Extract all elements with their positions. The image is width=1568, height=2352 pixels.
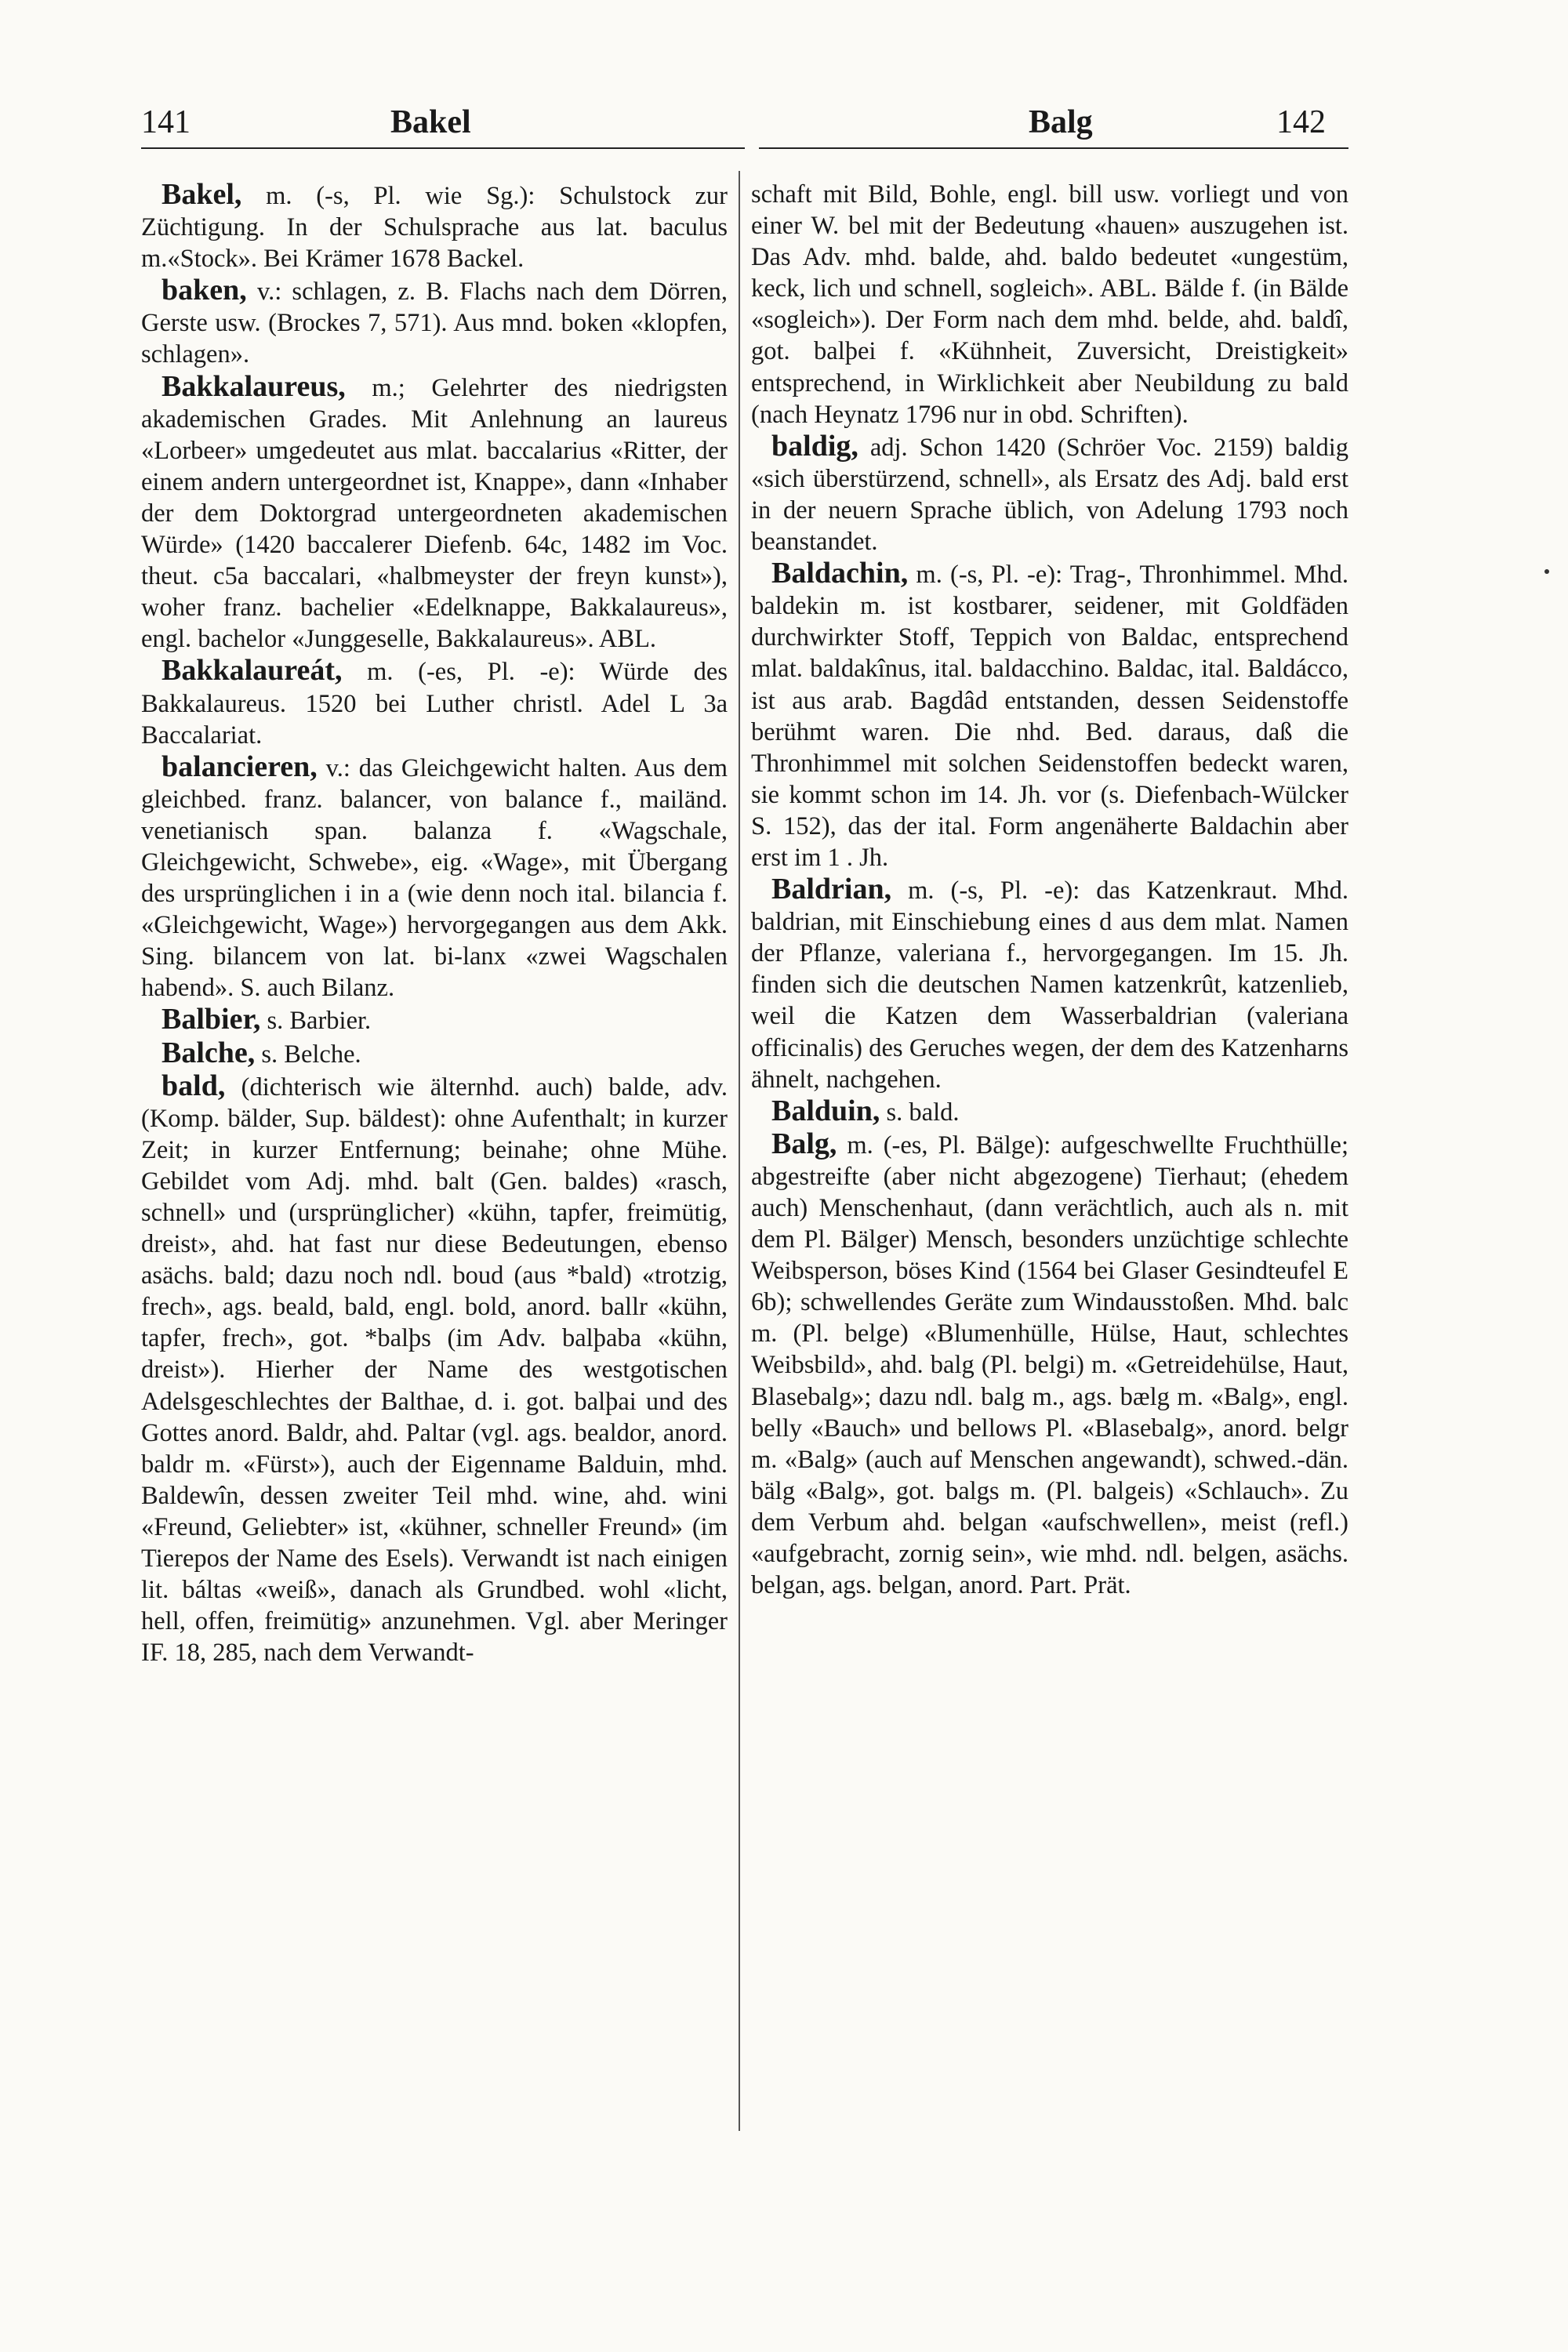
- entry-text: m.; Gelehrter des niedrigsten akademischen Grades. Mit Anlehnung an laureus «Lorbeer» umgedeutet aus mlat. baccalarius «Ritter, der einem andern untergeordnet ist, Knappe», dann «Inhaber der dem Doktorgrad untergeordneten akademischen Würde» (1420 baccalerer Diefenb. 64c, 1482 im Voc. theut. c5a baccalari, «halbmeyster der freyn kunst»), woher franz. bachelier «Edelknappe, Bakkalaureus», engl. bachelor «Junggeselle, Bakkalaureus». ABL.: [141, 373, 728, 654]
- entry-baken: [141, 274, 728, 370]
- margin-mark: [1544, 569, 1549, 574]
- headword: Bakkalaureát,: [162, 654, 343, 688]
- entry-text: m. (-es, Pl. Bälge): aufgeschwellte Fruchthülle; abgestreifte (aber nicht abgezogene) Tierhaut; (ehedem auch) Menschenhaut, (dann verächtlich, auch als n. mit dem Pl. Bälger) Mensch, besonders unzüchtige schlechte Weibsperson, böses Kind (1564 bei Glaser Gesindteufel E 6b); schwellendes Geräte zum Windausstoßen. Mhd. balc m. (Pl. belge) «Blumenhülle, Hülse, Haut, schlechtes Weibsbild», ahd. balg (Pl. belgi) m. «Getreidehülse, Haut, Blasebalg»; dazu ndl. balg m., ags. bælg m. «Balg», engl. belly «Bauch» und bellows Pl. «Blasebalg», anord. belgr m. «Balg» (auch auf Menschen angewandt), schwed.-dän. bälg «Balg», got. balgs m. (Pl. balgeis) «Schlauch». Zu dem Verbum ahd. belgan «aufschwellen», meist (refl.) «aufgebracht, zornig sein», wie mhd. ndl. belgen, asächs. belgan, ags. belgan, anord. Part. Prät.: [751, 1131, 1348, 1600]
- headword: balancieren,: [162, 750, 318, 783]
- headword: baken,: [162, 274, 247, 307]
- entry-balduin: [751, 1095, 1348, 1128]
- headword: Balche,: [162, 1036, 256, 1069]
- page-header: [141, 103, 1348, 154]
- right-column: [751, 179, 1348, 1601]
- entry-bakel: [141, 179, 728, 274]
- right-running-head: Balg: [1029, 104, 1093, 140]
- entry-text: m. (-es, Pl. -e): Würde des Bakkalaureus. 1520 bei Luther christl. Adel L 3a Baccalariat.: [141, 658, 728, 750]
- entry-bald-continued: [751, 179, 1348, 430]
- headword: Balbier,: [162, 1003, 261, 1036]
- entry-text: m. (-s, Pl. wie Sg.): Schulstock zur Züchtigung. In der Schulsprache aus lat. baculus m.«Stock». Bei Krämer 1678 Backel.: [141, 182, 728, 274]
- entry-bakkalaureat: [141, 655, 728, 750]
- headword: Balduin,: [771, 1094, 880, 1127]
- entry-text: v.: das Gleichgewicht halten. Aus dem gleichbed. franz. balancer, von balance f., mailänd. venetianisch span. balanza f. «Wagschale, Gleichgewicht, Schwebe», eig. «Wage», mit Übergang des ursprünglichen i in a (wie denn noch ital. bilancia f. «Gleichgewicht, Wage») hervorgegangen aus dem Akk. Sing. bilancem von lat. bi-lanx «zwei Wagschalen habend». S. auch Bilanz.: [141, 753, 728, 1003]
- right-page-number: 142: [1276, 104, 1326, 140]
- headword: baldig,: [771, 429, 858, 463]
- entry-text: s. bald.: [880, 1098, 960, 1127]
- left-column: [141, 179, 728, 1668]
- entry-baldig: [751, 430, 1348, 557]
- entry-text: adj. Schon 1420 (Schröer Voc. 2159) baldig «sich überstürzend, schnell», als Ersatz des Adj. bald erst in der neuern Sprache üblich, von Adelung 1793 noch beanstandet.: [751, 433, 1348, 557]
- entry-text: (dichterisch wie älternhd. auch) balde, adv. (Komp. bälder, Sup. bäldest): ohne Aufenthalt; in kurzer Zeit; in kurzer Entfernung; beinahe; ohne Mühe. Gebildet vom Adj. mhd. balt (Gen. baldes) «rasch, schnell» und (ursprünglicher) «kühn, tapfer, freimütig, dreist», ahd. hat fast nur diese Bedeutungen, ebenso asächs. bald; dazu noch ndl. boud (aus *bald) «trotzig, frech», ags. beald, bald, engl. bold, anord. ballr «kühn, tapfer, frech», got. *balþs (im Adv. balþaba «kühn, dreist»). Hierher der Name des westgotischen Adelsgeschlechtes der Balthae, d. i. got. balþai und des Gottes anord. Baldr, ahd. Paltar (vgl. ags. bealdor, anord. baldr m. «Fürst»), auch der Eigenname Balduin, mhd. Baldewîn, dessen zweiter Teil mhd. wine, ahd. wini «Freund, Geliebter» ist, «kühner, schneller Freund» (im Tierepos der Name des Esels). Verwandt ist nach einigen lit. báltas «weiß», danach als Grundbed. wohl «licht, hell, offen, freimütig» anzunehmen. Vgl. aber Meringer IF. 18, 285, nach dem Verwandt-: [141, 1073, 728, 1668]
- entry-balche: [141, 1037, 728, 1070]
- header-rule-right: [759, 147, 1348, 149]
- headword: Bakkalaureus,: [162, 369, 346, 403]
- entry-text: v.: schlagen, z. B. Flachs nach dem Dörren, Gerste usw. (Brockes 7, 571). Aus mnd. boken «klopfen, schlagen».: [141, 278, 728, 369]
- entry-text: s. Barbier.: [260, 1007, 372, 1036]
- headword: Balg,: [771, 1127, 837, 1160]
- headword: Bakel,: [162, 178, 242, 211]
- headword: bald,: [162, 1069, 226, 1102]
- entry-baldrian: [751, 873, 1348, 1095]
- entry-text: m. (-s, Pl. -e): Trag-, Thronhimmel. Mhd. baldekin m. ist kostbarer, seidener, mit Goldfäden durchwirkter Stoff, Teppich von Baldac, entsprechend mlat. baldakînus, ital. baldacchino. Baldac, ital. Baldácco, ist aus arab. Bagdâd entstanden, dessen Seidenstoffe berühmt waren. Die nhd. Bed. daraus, daß die Thronhimmel mit solchen Seidenstoffen bedeckt waren, sie kommt schon im 14. Jh. vor (s. Diefenbach-Wülcker S. 152), das der ital. Form angenäherte Baldachin aber erst im 1 . Jh.: [751, 561, 1348, 872]
- left-page-number: 141: [141, 104, 191, 140]
- entry-baldachin: [751, 557, 1348, 873]
- headword: Baldachin,: [771, 557, 909, 590]
- entry-bakkalaureus: [141, 371, 728, 655]
- entry-text: s. Belche.: [255, 1040, 361, 1069]
- entry-balg: [751, 1128, 1348, 1601]
- entry-text: m. (-s, Pl. -e): das Katzenkraut. Mhd. baldrian, mit Einschiebung eines d aus dem mlat. Namen der Pflanze, valeriana f., hervorgegangen. Im 15. Jh. finden sich die deutschen Namen katzenkrût, katzenlieb, weil die Katzen dem Wasserbaldrian (valeriana officinalis) des Geruches wegen, der dem des Katzenharns ähnelt, nachgehen.: [751, 877, 1348, 1094]
- entry-bald: [141, 1070, 728, 1669]
- entry-text: schaft mit Bild, Bohle, engl. bill usw. vorliegt und von einer W. bel mit der Bedeutung «hauen» auszugehen ist. Das Adv. mhd. balde, ahd. baldo bedeutet «ungestüm, keck, lich und schnell, sogleich». ABL. Bälde f. (in Bälde «sogleich»). Der Form nach dem mhd. belde, ahd. baldî, got. balþei f. «Kühnheit, Zuversicht, Dreistigkeit» entsprechend, in Wirklichkeit aber Neubildung zu bald (nach Heynatz 1796 nur in obd. Schriften).: [751, 180, 1348, 429]
- header-rule-left: [141, 147, 745, 149]
- left-running-head: Bakel: [390, 104, 471, 140]
- entry-balbier: [141, 1004, 728, 1036]
- column-divider: [739, 171, 740, 2131]
- entry-balancieren: [141, 751, 728, 1004]
- headword: Baldrian,: [771, 873, 892, 906]
